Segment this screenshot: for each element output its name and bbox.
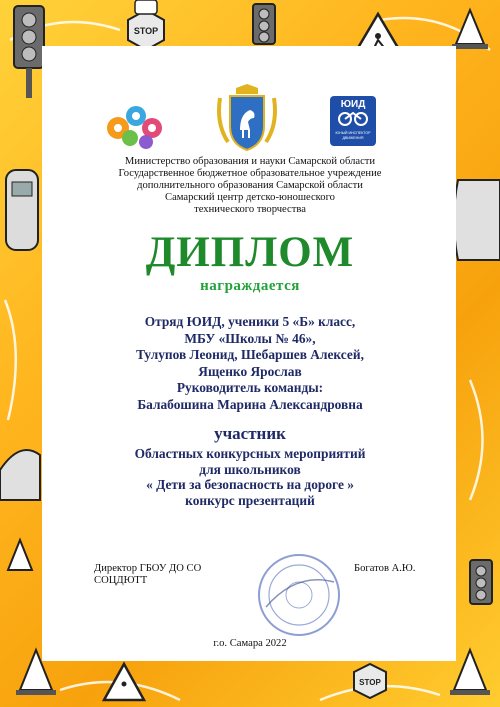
header-line: Самарский центр детско-юношеского <box>165 192 335 203</box>
signatory-position <box>94 563 254 587</box>
traffic-cone-icon <box>450 650 490 695</box>
award-role: участник <box>214 424 286 443</box>
awardee-block <box>60 314 440 413</box>
event-block <box>60 446 440 508</box>
traffic-light-icon <box>14 6 44 98</box>
header-line: дополнительного образования Самарской области <box>137 180 363 191</box>
traffic-light-icon <box>253 4 275 44</box>
car-icon <box>6 170 38 250</box>
header-line: Министерство образования и науки Самарской области <box>124 156 376 167</box>
awardee-line: Балабошина Марина Александровна <box>137 396 363 412</box>
car-icon <box>454 180 500 260</box>
official-stamp <box>256 552 342 638</box>
city-year: г.о. Самара 2022 <box>213 638 287 649</box>
car-icon <box>0 450 40 500</box>
signatory-position-line: СОЦДЮТТ <box>94 575 148 586</box>
uid-logo-title: ЮИД <box>340 99 366 110</box>
awardee-line: Тулупов Леонид, Шебаршев Алексей, <box>136 347 364 362</box>
uid-logo <box>330 96 376 146</box>
bicycle-icon <box>336 110 370 126</box>
traffic-light-icon <box>470 560 492 604</box>
traffic-cone-icon <box>8 540 32 570</box>
samara-coat-of-arms-logo <box>216 84 278 154</box>
awardee-line: Ященко Ярослав <box>198 363 302 379</box>
svg-text:STOP: STOP <box>133 26 159 36</box>
event-line: « Дети за безопасность на дороге » <box>146 477 354 492</box>
event-line: Областных конкурсных мероприятий <box>134 446 366 461</box>
stop-sign-icon <box>354 664 386 698</box>
awardee-line: Отряд ЮИД, ученики 5 «Б» класс, <box>144 314 356 329</box>
awardee-line: Руководитель команды: <box>176 380 324 395</box>
uid-logo-subtitle: ЮНЫЙ ИНСПЕКТОР ДВИЖЕНИЯ <box>335 131 371 140</box>
header-line: технического творчества <box>194 204 306 215</box>
diploma-title: ДИПЛОМ <box>145 229 355 276</box>
signatory-position-line: Директор ГБОУ ДО СО <box>94 563 202 574</box>
signatory-name: Богатов А.Ю. <box>354 563 416 574</box>
event-line: конкурс презентаций <box>185 492 315 508</box>
header-line: Государственное бюджетное образовательное учреждение <box>118 168 382 179</box>
diploma-subtitle: награждается <box>200 278 300 294</box>
gears-logo <box>100 98 170 152</box>
issuer-header <box>60 156 440 216</box>
stop-hand-sign-icon <box>135 0 157 14</box>
event-line: для школьников <box>199 461 301 477</box>
awardee-line: МБУ «Школы № 46», <box>184 330 316 346</box>
svg-text:STOP: STOP <box>359 678 381 687</box>
